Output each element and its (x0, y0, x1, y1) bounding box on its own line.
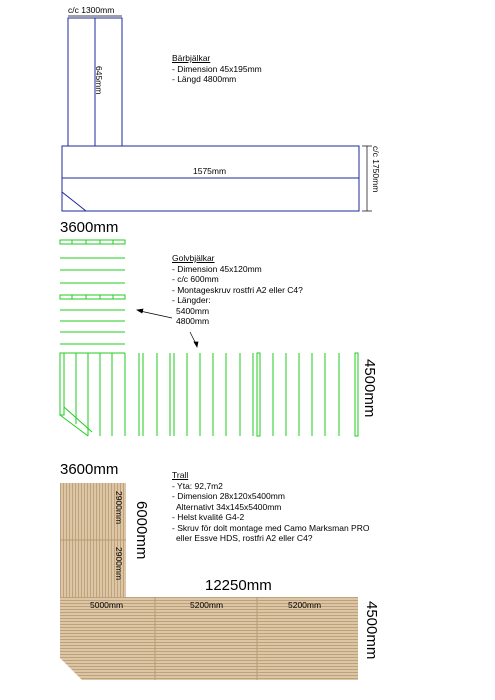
beam-notes-line: - Dimension 45x195mm (172, 63, 262, 74)
beam-width-label: 1575mm (193, 166, 227, 176)
joist-notes-line: - Längder: (172, 295, 211, 305)
joist-notes-line: - c/c 600mm (172, 274, 219, 284)
joist-plan-bottom (60, 353, 358, 436)
beam-cc-right-label: c/c 1750mm (371, 146, 381, 193)
beam-post-length-label: 645mm (94, 66, 104, 95)
deck-segment-label: 5200mm (288, 600, 322, 610)
deck-notes (172, 470, 369, 544)
deck-segment-label: 5200mm (190, 600, 224, 610)
deck-seg-a-label: 2900mm (114, 491, 124, 525)
deck-height-left-label: 6000mm (133, 501, 150, 560)
deck-height-right-label: 4500mm (363, 601, 380, 660)
beam-notes-line: - Längd 4800mm (172, 74, 237, 84)
deck-seg-b-label: 2900mm (114, 547, 124, 581)
joist-notes-line: - Montageskruv rostfri A2 eller C4? (172, 284, 303, 295)
deck-notes-line: - Helst kvalité G4-2 (172, 512, 245, 522)
deck-total-width-label: 12250mm (205, 577, 272, 594)
deck-notes-line: - Yta: 92,7m2 (172, 480, 223, 491)
joist-notes-line: 4800mm (176, 316, 210, 326)
deck-notes-line: eller Essve HDS, rostfri A2 eller C4? (176, 533, 313, 543)
beam-plan (62, 18, 359, 211)
joist-width-label: 3600mm (60, 219, 119, 236)
joist-plan-top (60, 240, 125, 344)
deck-notes-title: Trall (172, 470, 189, 480)
joist-height-label: 4500mm (361, 359, 378, 418)
joist-notes-line: - Dimension 45x120mm (172, 263, 262, 274)
beam-notes-title: Bärbjälkar (172, 53, 211, 63)
beam-notes (172, 53, 262, 85)
deck-notes-line: - Skruv för dolt montage med Camo Marksman PRO (172, 522, 370, 533)
deck-width-top-label: 3600mm (60, 461, 119, 478)
joist-notes-title: Golvbjälkar (172, 253, 215, 263)
joist-notes (172, 253, 303, 327)
deck-segment-label: 5000mm (90, 600, 124, 610)
beam-left-post (68, 18, 95, 146)
deck-notes-line: Alternativt 34x145x5400mm (176, 501, 282, 512)
deck-notes-line: - Dimension 28x120x5400mm (172, 491, 285, 501)
beam-cc-top-label: c/c 1300mm (68, 5, 115, 15)
joist-notes-line: 5400mm (176, 305, 210, 316)
